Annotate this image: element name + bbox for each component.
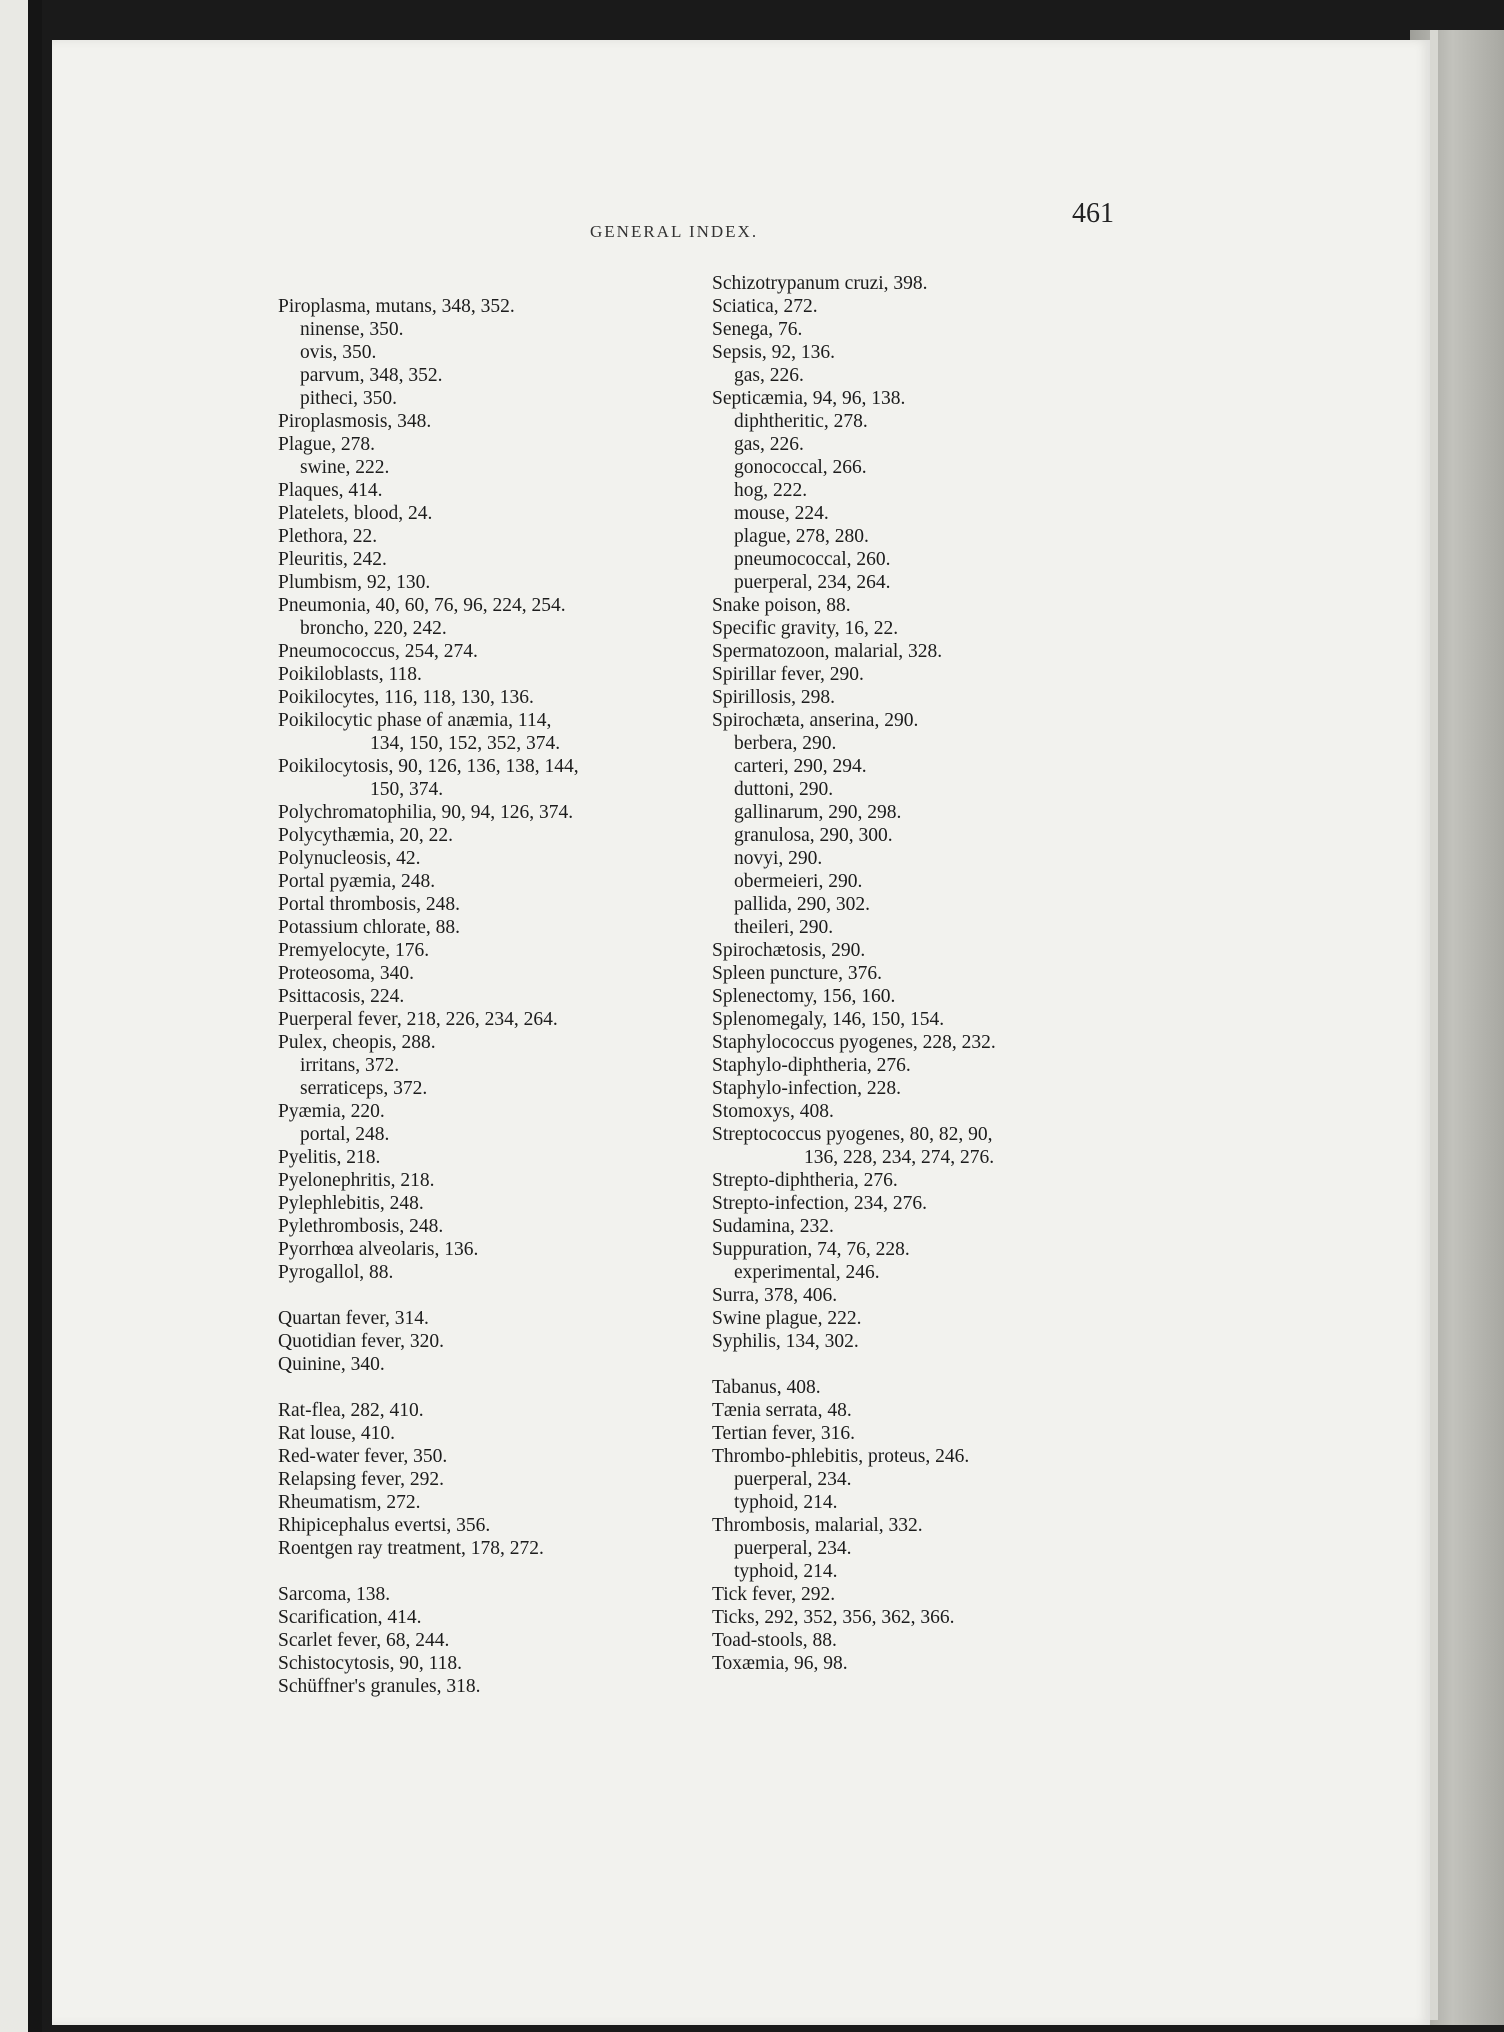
index-entry: Staphylo-infection, 228. <box>712 1078 902 1099</box>
index-entry: Thrombo-phlebitis, proteus, 246. <box>712 1446 970 1467</box>
index-entry: Quotidian fever, 320. <box>278 1331 445 1352</box>
index-subentry: gallinarum, 290, 298. <box>734 802 902 823</box>
index-subentry: carteri, 290, 294. <box>734 756 867 777</box>
index-entry: Pleuritis, 242. <box>278 549 387 570</box>
index-entry: Pyelonephritis, 218. <box>278 1170 435 1191</box>
index-entry: Puerperal fever, 218, 226, 234, 264. <box>278 1009 558 1030</box>
index-subentry: pneumococcal, 260. <box>734 549 891 570</box>
index-subentry: 136, 228, 234, 274, 276. <box>804 1147 995 1168</box>
index-entry: Spermatozoon, malarial, 328. <box>712 641 943 662</box>
index-entry: Plaques, 414. <box>278 480 383 501</box>
page-edge <box>1430 30 1438 2020</box>
index-entry: Toxæmia, 96, 98. <box>712 1653 848 1674</box>
index-entry: Portal thrombosis, 248. <box>278 894 461 915</box>
index-subentry: berbera, 290. <box>734 733 837 754</box>
adjacent-page-edge <box>0 0 42 2032</box>
index-column-right <box>712 272 1172 1675</box>
index-subentry: theileri, 290. <box>734 917 834 938</box>
index-subentry: typhoid, 214. <box>734 1492 838 1513</box>
index-entry: Schizotrypanum cruzi, 398. <box>712 273 928 294</box>
index-entry: Tabanus, 408. <box>712 1377 821 1398</box>
index-entry: Sciatica, 272. <box>712 296 818 317</box>
index-subentry: obermeieri, 290. <box>734 871 863 892</box>
index-entry: Syphilis, 134, 302. <box>712 1331 859 1352</box>
index-subentry: duttoni, 290. <box>734 779 834 800</box>
index-subentry: novyi, 290. <box>734 848 823 869</box>
index-subentry: pitheci, 350. <box>300 388 397 409</box>
index-entry: Scarlet fever, 68, 244. <box>278 1630 450 1651</box>
index-subentry: 150, 374. <box>370 779 444 800</box>
index-entry: Ticks, 292, 352, 356, 362, 366. <box>712 1607 955 1628</box>
index-entry: Premyelocyte, 176. <box>278 940 430 961</box>
index-subentry: mouse, 224. <box>734 503 829 524</box>
index-entry: Polynucleosis, 42. <box>278 848 421 869</box>
index-subentry: puerperal, 234. <box>734 1538 852 1559</box>
index-entry: Pulex, cheopis, 288. <box>278 1032 436 1053</box>
index-entry: Pyrogallol, 88. <box>278 1262 394 1283</box>
index-entry: Pneumococcus, 254, 274. <box>278 641 478 662</box>
index-entry: Relapsing fever, 292. <box>278 1469 445 1490</box>
index-entry: Scarification, 414. <box>278 1607 422 1628</box>
index-entry: Poikilocytosis, 90, 126, 136, 138, 144, <box>278 756 579 777</box>
index-entry: Tænia serrata, 48. <box>712 1400 852 1421</box>
index-entry: Stomoxys, 408. <box>712 1101 834 1122</box>
index-entry: Platelets, blood, 24. <box>278 503 433 524</box>
index-subentry: portal, 248. <box>300 1124 390 1145</box>
index-entry: Rat louse, 410. <box>278 1423 395 1444</box>
index-subentry: irritans, 372. <box>300 1055 400 1076</box>
index-entry: Strepto-diphtheria, 276. <box>712 1170 898 1191</box>
index-entry: Rheumatism, 272. <box>278 1492 421 1513</box>
index-entry: Piroplasma, mutans, 348, 352. <box>278 296 515 317</box>
index-entry: Quinine, 340. <box>278 1354 385 1375</box>
index-entry: Suppuration, 74, 76, 228. <box>712 1239 910 1260</box>
index-entry: Streptococcus pyogenes, 80, 82, 90, <box>712 1124 993 1145</box>
index-entry: Poikilocytic phase of anæmia, 114, <box>278 710 552 731</box>
index-entry: Spirillar fever, 290. <box>712 664 864 685</box>
index-entry: Pylephlebitis, 248. <box>278 1193 424 1214</box>
index-subentry: granulosa, 290, 300. <box>734 825 893 846</box>
index-entry: Pyorrhœa alveolaris, 136. <box>278 1239 479 1260</box>
index-entry: Schüffner's granules, 318. <box>278 1676 481 1697</box>
index-entry: Sudamina, 232. <box>712 1216 834 1237</box>
index-entry: Proteosoma, 340. <box>278 963 414 984</box>
index-entry: Spleen puncture, 376. <box>712 963 883 984</box>
index-entry: Septicæmia, 94, 96, 138. <box>712 388 906 409</box>
index-subentry: hog, 222. <box>734 480 808 501</box>
index-entry: Snake poison, 88. <box>712 595 851 616</box>
index-entry: Spirochæta, anserina, 290. <box>712 710 919 731</box>
index-subentry: 134, 150, 152, 352, 374. <box>370 733 561 754</box>
index-entry: Pyæmia, 220. <box>278 1101 385 1122</box>
page-number: 461 <box>1072 198 1114 229</box>
index-entry: Portal pyæmia, 248. <box>278 871 436 892</box>
index-subentry: parvum, 348, 352. <box>300 365 443 386</box>
index-entry: Plumbism, 92, 130. <box>278 572 431 593</box>
index-entry: Staphylo-diphtheria, 276. <box>712 1055 911 1076</box>
index-subentry: swine, 222. <box>300 457 390 478</box>
index-entry: Splenectomy, 156, 160. <box>712 986 896 1007</box>
index-entry: Pneumonia, 40, 60, 76, 96, 224, 254. <box>278 595 566 616</box>
index-entry: Sepsis, 92, 136. <box>712 342 835 363</box>
index-entry: Polychromatophilia, 90, 94, 126, 374. <box>278 802 574 823</box>
index-column-left <box>278 295 748 1698</box>
index-entry: Spirochætosis, 290. <box>712 940 866 961</box>
index-entry: Staphylococcus pyogenes, 228, 232. <box>712 1032 996 1053</box>
index-subentry: diphtheritic, 278. <box>734 411 868 432</box>
index-entry: Thrombosis, malarial, 332. <box>712 1515 923 1536</box>
index-subentry: broncho, 220, 242. <box>300 618 447 639</box>
index-entry: Rhipicephalus evertsi, 356. <box>278 1515 491 1536</box>
index-entry: Quartan fever, 314. <box>278 1308 429 1329</box>
index-entry: Roentgen ray treatment, 178, 272. <box>278 1538 544 1559</box>
index-subentry: puerperal, 234, 264. <box>734 572 891 593</box>
index-entry: Strepto-infection, 234, 276. <box>712 1193 928 1214</box>
index-entry: Schistocytosis, 90, 118. <box>278 1653 462 1674</box>
index-entry: Spirillosis, 298. <box>712 687 835 708</box>
index-entry: Specific gravity, 16, 22. <box>712 618 899 639</box>
index-entry: Surra, 378, 406. <box>712 1285 838 1306</box>
index-subentry: gonococcal, 266. <box>734 457 867 478</box>
index-entry: Poikilocytes, 116, 118, 130, 136. <box>278 687 534 708</box>
index-subentry: gas, 226. <box>734 365 804 386</box>
index-subentry: pallida, 290, 302. <box>734 894 870 915</box>
index-entry: Psittacosis, 224. <box>278 986 405 1007</box>
index-entry: Plethora, 22. <box>278 526 378 547</box>
index-entry: Pyelitis, 218. <box>278 1147 381 1168</box>
index-entry: Rat-flea, 282, 410. <box>278 1400 424 1421</box>
index-entry: Plague, 278. <box>278 434 375 455</box>
index-subentry: ninense, 350. <box>300 319 404 340</box>
index-entry: Pylethrombosis, 248. <box>278 1216 444 1237</box>
index-entry: Piroplasmosis, 348. <box>278 411 432 432</box>
index-entry: Sarcoma, 138. <box>278 1584 391 1605</box>
index-entry: Red-water fever, 350. <box>278 1446 448 1467</box>
index-subentry: ovis, 350. <box>300 342 377 363</box>
index-entry: Splenomegaly, 146, 150, 154. <box>712 1009 945 1030</box>
index-entry: Potassium chlorate, 88. <box>278 917 460 938</box>
index-entry: Polycythæmia, 20, 22. <box>278 825 453 846</box>
index-entry: Swine plague, 222. <box>712 1308 862 1329</box>
index-entry: Tick fever, 292. <box>712 1584 836 1605</box>
index-subentry: gas, 226. <box>734 434 804 455</box>
index-entry: Tertian fever, 316. <box>712 1423 855 1444</box>
running-header: GENERAL INDEX. <box>590 222 759 241</box>
index-entry: Toad-stools, 88. <box>712 1630 837 1651</box>
index-subentry: serraticeps, 372. <box>300 1078 428 1099</box>
index-subentry: experimental, 246. <box>734 1262 880 1283</box>
index-entry: Poikiloblasts, 118. <box>278 664 422 685</box>
index-subentry: plague, 278, 280. <box>734 526 869 547</box>
index-entry: Senega, 76. <box>712 319 803 340</box>
index-subentry: typhoid, 214. <box>734 1561 838 1582</box>
index-subentry: puerperal, 234. <box>734 1469 852 1490</box>
